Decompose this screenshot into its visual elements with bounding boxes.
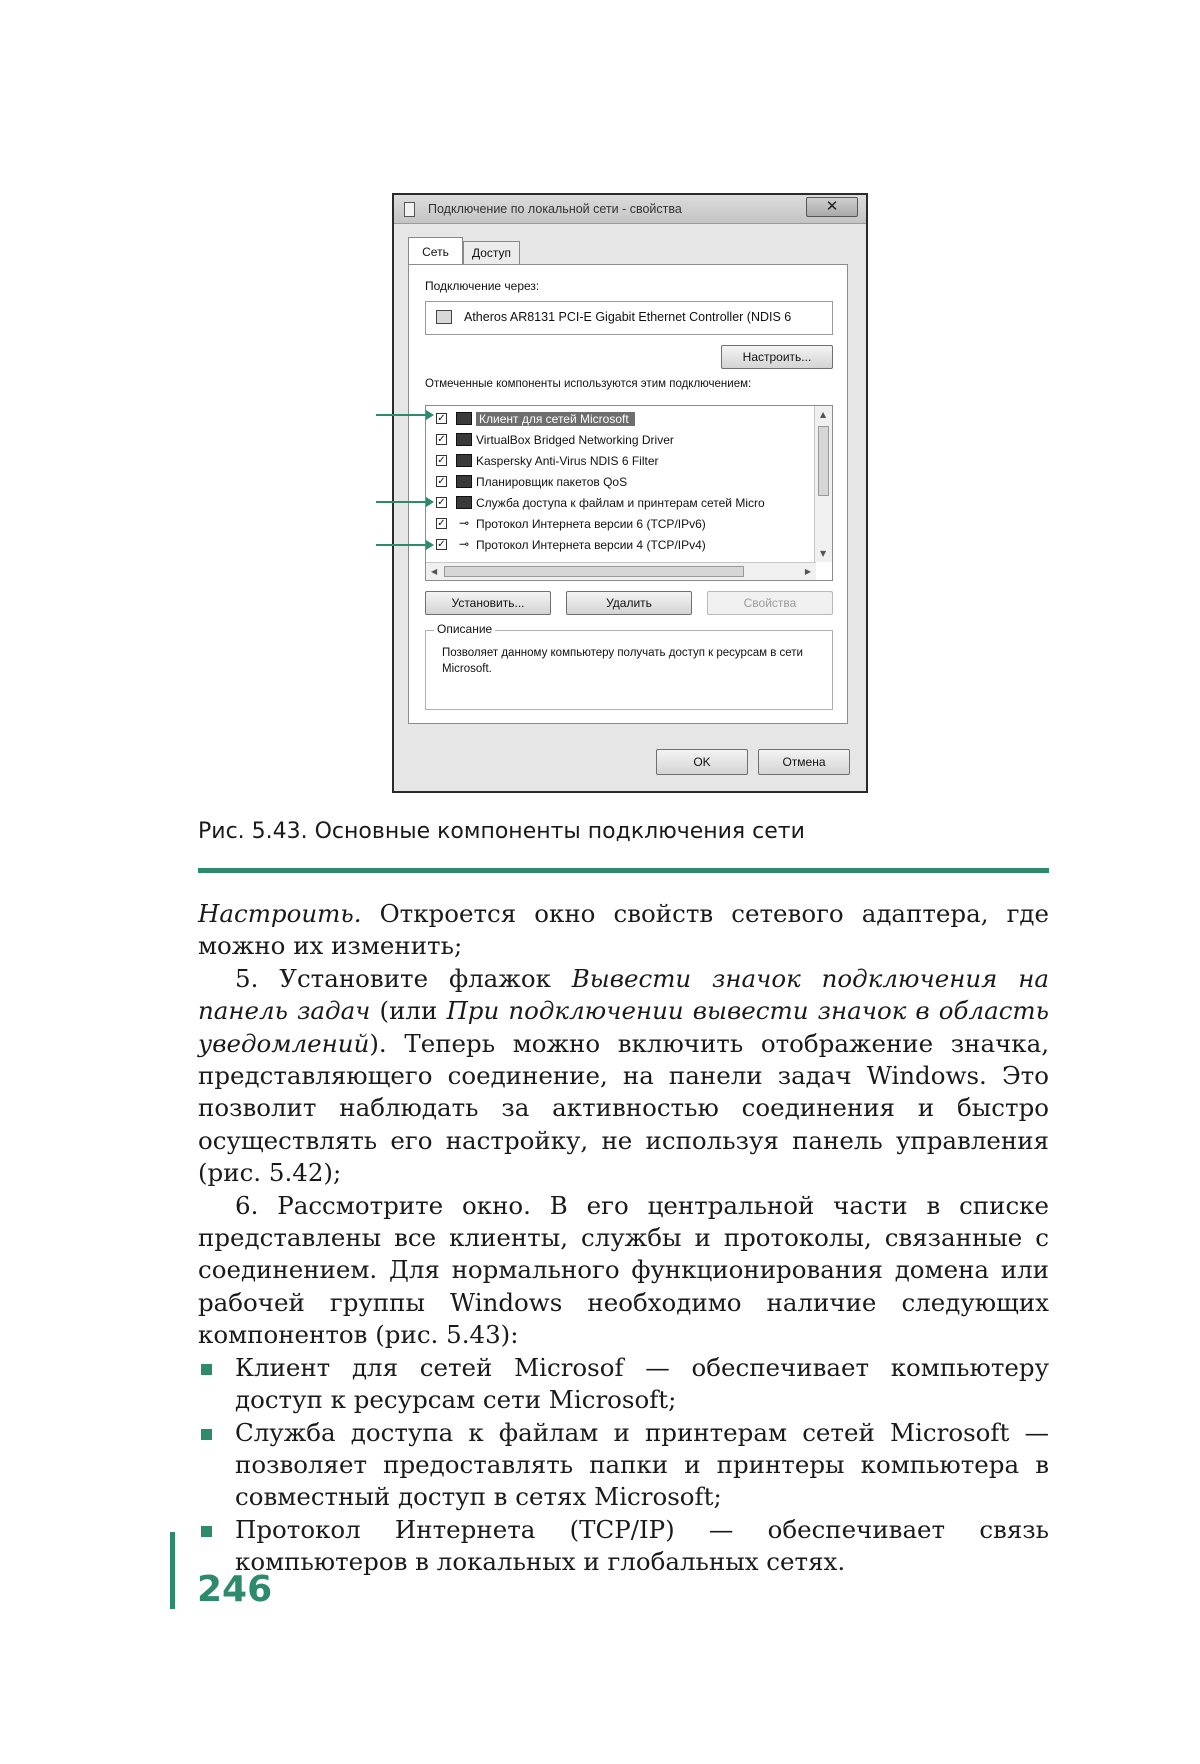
network-adapter-icon: [436, 310, 452, 324]
component-checkbox[interactable]: ✓: [437, 518, 446, 529]
network-service-icon: [456, 454, 472, 467]
paragraph-text: 5. Установите флажок: [235, 963, 572, 993]
emphasis: При подключении вывести значок в область уведомлений: [198, 996, 1050, 1058]
component-label: Клиент для сетей Microsoft: [476, 412, 635, 426]
page-margin-bar: [170, 1532, 175, 1609]
scroll-left-icon[interactable]: ◀: [431, 567, 438, 576]
cancel-button[interactable]: Отмена: [758, 749, 850, 775]
bullet-text: Служба доступа к файлам и принтерам сетей Microsoft — позволяет предоставлять папки и принтеры компьютера в совместный доступ в сетях Microsoft;: [235, 1417, 1049, 1512]
component-label: Служба доступа к файлам и принтерам сетей Micro: [476, 496, 765, 510]
remove-button[interactable]: Удалить: [566, 591, 692, 615]
paragraph-text: ). Теперь можно включить отображение значка, представляющего соединение, на панели задач Windows. Это позволит наблюдать за активностью соединения и быстро осуществлять его настройку, не используя панель управления (рис. 5.42);: [198, 1028, 1049, 1188]
figure-caption: Рис. 5.43. Основные компоненты подключения сети: [198, 819, 805, 844]
properties-button: Свойства: [707, 591, 833, 615]
components-bullet-list: [198, 1352, 1049, 1579]
network-service-icon: [456, 496, 472, 509]
network-properties-dialog: [392, 193, 868, 793]
network-service-icon: [456, 433, 472, 446]
bullet-text: Протокол Интернета (TCP/IP) — обеспечивает связь компьютеров в локальных и глобальных сетях.: [235, 1514, 1049, 1577]
connect-via-label: Подключение через:: [425, 279, 540, 293]
component-label: Планировщик пакетов QoS: [476, 475, 628, 489]
paragraph: 6. Рассмотрите окно. В его центральной части в списке представлены все клиенты, службы и протоколы, связанные с соединением. Для нормального функционирования домена или рабочей группы Windows необходимо наличие следующих компонентов (рис. 5.43):: [198, 1190, 1049, 1350]
callout-arrow: [376, 414, 432, 416]
bullet-text: Клиент для сетей Microsof — обеспечивает компьютеру доступ к ресурсам сети Microsoft;: [235, 1352, 1049, 1415]
dialog-titlebar[interactable]: [394, 195, 866, 224]
tab-sharing[interactable]: Доступ: [463, 241, 520, 265]
component-label: VirtualBox Bridged Networking Driver: [476, 433, 674, 447]
list-item[interactable]: [426, 493, 814, 513]
emphasis: Настроить.: [198, 899, 362, 928]
page-number: 246: [197, 1569, 273, 1610]
horizontal-scrollbar[interactable]: [426, 562, 816, 580]
close-button[interactable]: ✕: [806, 197, 858, 217]
dialog-title: Подключение по локальной сети - свойства: [428, 202, 682, 216]
network-service-icon: [456, 475, 472, 488]
protocol-icon: ⊸: [458, 516, 470, 530]
paragraph-text: (или: [370, 996, 447, 1026]
component-checkbox[interactable]: ✓: [437, 539, 446, 550]
caption-divider: [198, 868, 1049, 873]
install-button[interactable]: Установить...: [425, 591, 551, 615]
emphasis: Вывести значок подключения на панель задач: [198, 963, 1049, 1026]
description-text: Позволяет данному компьютеру получать доступ к ресурсам в сети Microsoft.: [442, 647, 803, 675]
bullet-item: [198, 1514, 1049, 1579]
bullet-square-icon: [201, 1429, 212, 1440]
list-item[interactable]: [426, 514, 814, 534]
list-item[interactable]: [426, 409, 814, 429]
component-label: Kaspersky Anti-Virus NDIS 6 Filter: [476, 454, 659, 468]
list-item[interactable]: [426, 430, 814, 450]
description-title: Описание: [434, 622, 495, 636]
bullet-item: [198, 1417, 1049, 1514]
list-item[interactable]: [426, 451, 814, 471]
description-group: [425, 622, 833, 710]
component-label: Протокол Интернета версии 6 (TCP/IPv6): [476, 517, 706, 531]
adapter-name: Atheros AR8131 PCI-E Gigabit Ethernet Controller (NDIS 6: [464, 310, 792, 324]
adapter-field: [425, 301, 833, 335]
paragraph: [198, 898, 1049, 963]
body-text: [198, 898, 1049, 1579]
ok-button[interactable]: OK: [656, 749, 748, 775]
scroll-down-icon[interactable]: ▼: [820, 549, 827, 558]
components-label: Отмеченные компоненты используются этим подключением:: [425, 378, 752, 390]
components-list[interactable]: [425, 405, 833, 581]
scroll-thumb[interactable]: [818, 426, 829, 496]
protocol-icon: ⊸: [458, 537, 470, 551]
list-item[interactable]: [426, 472, 814, 492]
network-connection-icon: [404, 202, 415, 217]
component-label: Протокол Интернета версии 4 (TCP/IPv4): [476, 538, 706, 552]
network-tab-panel: [408, 264, 848, 724]
bullet-item: [198, 1352, 1049, 1417]
component-checkbox[interactable]: ✓: [437, 413, 446, 424]
bullet-square-icon: [201, 1364, 212, 1375]
component-checkbox[interactable]: ✓: [437, 455, 446, 466]
component-checkbox[interactable]: ✓: [437, 434, 446, 445]
bullet-square-icon: [201, 1526, 212, 1537]
vertical-scrollbar[interactable]: [814, 406, 832, 562]
paragraph-text: Откроется окно свойств сетевого адаптера, где можно их изменить;: [198, 899, 1049, 961]
tab-network[interactable]: Сеть: [408, 237, 463, 264]
configure-button[interactable]: Настроить...: [721, 345, 833, 369]
scroll-thumb[interactable]: [444, 566, 744, 577]
callout-arrow: [376, 501, 432, 503]
callout-arrow: [376, 544, 432, 546]
component-checkbox[interactable]: ✓: [437, 497, 446, 508]
list-item[interactable]: [426, 535, 814, 555]
paragraph: [198, 963, 1049, 1190]
network-client-icon: [456, 412, 472, 425]
scroll-right-icon[interactable]: ▶: [804, 567, 811, 576]
component-checkbox[interactable]: ✓: [437, 476, 446, 487]
scroll-up-icon[interactable]: ▲: [820, 410, 827, 419]
